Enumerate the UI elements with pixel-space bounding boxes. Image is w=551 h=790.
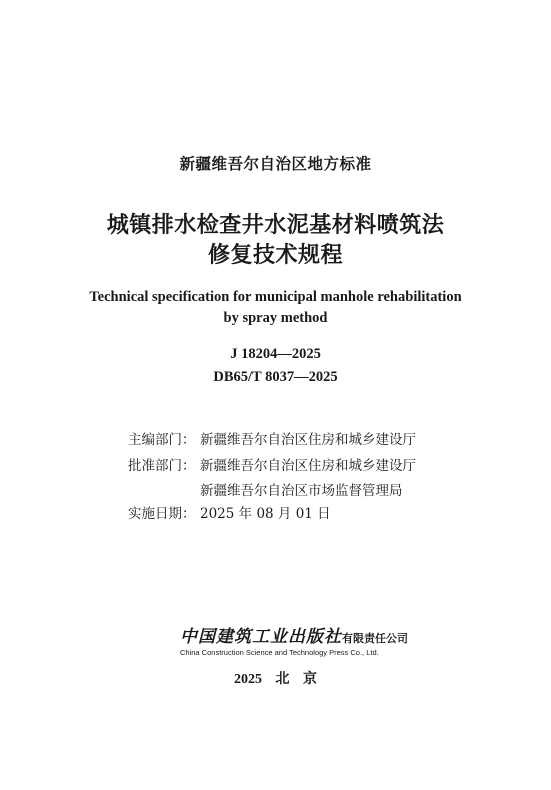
effective-date-label: 实施日期： (128, 506, 196, 522)
editor-dept-label: 主编部门： (128, 432, 196, 448)
approver-dept-value-2: 新疆维吾尔自治区市场监督管理局 (200, 483, 403, 499)
main-title-cn-line1: 城镇排水检查井水泥基材料喷筑法 (106, 212, 445, 238)
publisher-name-en: China Construction Science and Technology Press Co., Ltd. (180, 648, 379, 657)
main-title-en (0, 287, 551, 329)
editor-dept-value: 新疆维吾尔自治区住房和城乡建设厅 (200, 432, 416, 448)
db-code: DB65/T 8037—2025 (213, 369, 338, 385)
publisher-logo (180, 622, 408, 647)
publication-place-year: 2025 北 京 (234, 672, 317, 687)
publisher-logo-suffix: 有限责任公司 (342, 632, 408, 645)
j-code: J 18204—2025 (230, 346, 321, 362)
effective-date-value: 2025 年 08 月 01 日 (200, 506, 331, 522)
editor-dept-row (128, 428, 416, 448)
main-title-en-line2: by spray method (223, 310, 328, 326)
approver-dept-label: 批准部门： (128, 458, 196, 474)
approver-dept-value-1: 新疆维吾尔自治区住房和城乡建设厅 (200, 458, 416, 474)
standard-series-title: 新疆维吾尔自治区地方标准 (179, 155, 372, 173)
main-title-en-line1: Technical specification for municipal manhole rehabilitation (89, 289, 462, 305)
main-title-cn (0, 210, 551, 270)
publisher-logo-text: 中国建筑工业出版社 (180, 627, 342, 647)
effective-date-row (128, 502, 331, 522)
approver-dept-row (128, 454, 416, 474)
main-title-cn-line2: 修复技术规程 (207, 242, 343, 268)
